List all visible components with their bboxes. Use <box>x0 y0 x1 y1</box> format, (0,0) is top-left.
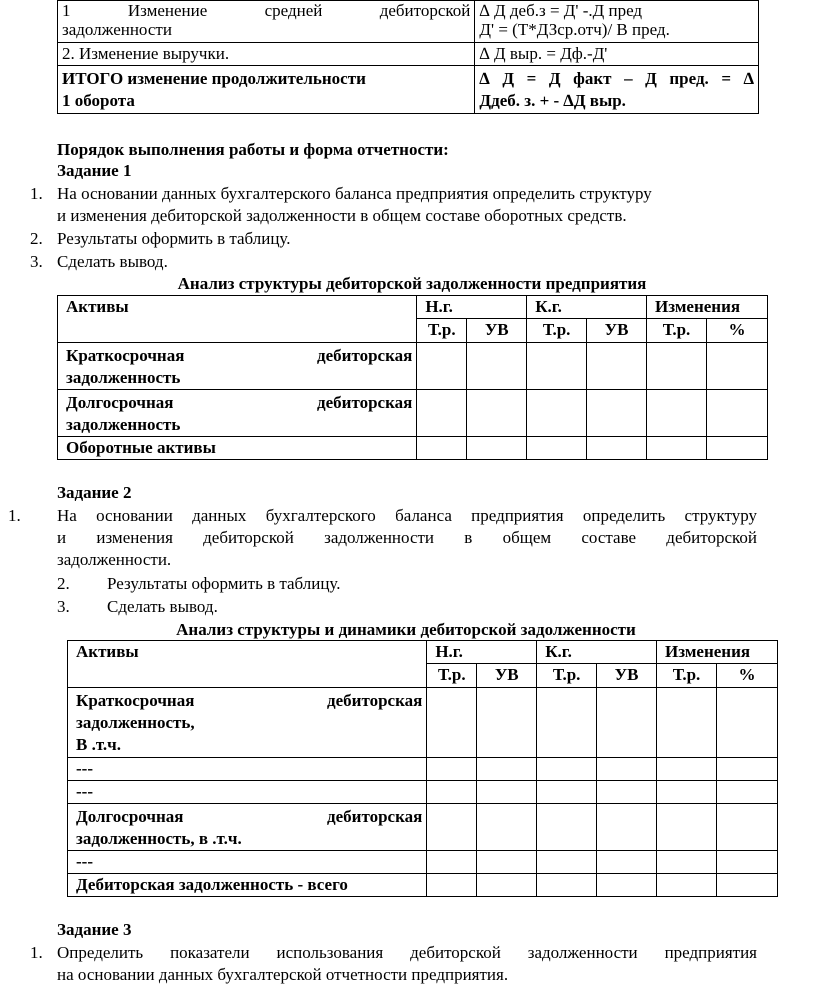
cell-line: Долгосрочная дебиторская <box>76 807 423 826</box>
data-cell <box>427 874 477 897</box>
data-cell <box>537 758 597 781</box>
header-group: Н.г. <box>427 641 537 664</box>
data-cell <box>467 437 527 460</box>
table-header-row <box>58 296 768 319</box>
data-cell <box>587 437 647 460</box>
list-item: Результаты оформить в таблицу. <box>57 229 291 248</box>
data-cell <box>477 851 537 874</box>
row-label: Оборотные активы <box>58 437 417 460</box>
table-row <box>68 874 778 897</box>
list-item: Результаты оформить в таблицу. <box>107 574 341 593</box>
data-cell <box>647 343 707 390</box>
data-cell <box>537 804 597 851</box>
list-number: 3. <box>57 597 70 616</box>
data-cell <box>537 781 597 804</box>
data-cell <box>477 688 537 758</box>
data-cell <box>477 874 537 897</box>
data-cell <box>597 758 657 781</box>
data-cell <box>716 804 777 851</box>
data-cell <box>657 804 717 851</box>
cell-line: Д' = (Т*ДЗср.отч)/ В пред. <box>479 20 670 39</box>
row-label <box>58 390 417 437</box>
cell-line: задолженность, в .т.ч. <box>76 829 242 848</box>
data-cell <box>477 781 537 804</box>
header-assets: Активы <box>68 641 427 688</box>
data-cell <box>417 390 467 437</box>
row-label: Дебиторская задолженность - всего <box>68 874 427 897</box>
list-item-line: и изменения дебиторской задолженности в общем составе оборотных средств. <box>57 206 627 225</box>
cell-line: 1 оборота <box>62 91 135 110</box>
list-number: 3. <box>30 252 43 271</box>
data-cell <box>527 437 587 460</box>
subheader-cell: УВ <box>587 319 647 343</box>
row-label <box>68 804 427 851</box>
data-cell <box>716 781 777 804</box>
data-cell <box>647 437 707 460</box>
header-group: Изменения <box>647 296 768 319</box>
list-item <box>57 942 757 986</box>
subheader-cell: Т.р. <box>657 664 717 688</box>
subheader-cell: Т.р. <box>417 319 467 343</box>
list-number: 2. <box>57 574 70 593</box>
list-number: 1. <box>30 943 43 962</box>
data-cell <box>537 851 597 874</box>
list-number: 1. <box>8 506 21 525</box>
cell-line: ∆ Д деб.з = Д' -.Д пред <box>479 1 643 20</box>
data-cell <box>657 851 717 874</box>
data-cell <box>647 390 707 437</box>
section-heading: Порядок выполнения работы и форма отчетности: <box>57 140 449 159</box>
subheader-cell: Т.р. <box>647 319 707 343</box>
subheader-cell: УВ <box>467 319 527 343</box>
cell-line: Ддеб. з. + - ∆Д выр. <box>479 91 626 110</box>
data-cell <box>467 343 527 390</box>
data-cell <box>527 390 587 437</box>
row-label: --- <box>68 758 427 781</box>
subheader-cell: УВ <box>597 664 657 688</box>
row-label <box>58 343 417 390</box>
table-row <box>58 66 759 114</box>
table-row <box>68 758 778 781</box>
data-cell <box>657 874 717 897</box>
table-row <box>58 390 768 437</box>
subheader-cell: Т.р. <box>527 319 587 343</box>
data-cell <box>427 851 477 874</box>
list-item: Сделать вывод. <box>107 597 218 616</box>
data-cell <box>657 781 717 804</box>
task2-title: Задание 2 <box>57 483 132 502</box>
table-cell <box>58 1 475 43</box>
table-cell <box>475 43 759 66</box>
header-assets: Активы <box>58 296 417 343</box>
data-cell <box>716 688 777 758</box>
table-row <box>68 688 778 758</box>
data-cell <box>427 688 477 758</box>
list-item-line: и изменения дебиторской задолженности в общем составе дебиторской <box>57 528 757 547</box>
subheader-cell: % <box>706 319 767 343</box>
data-cell <box>587 390 647 437</box>
header-group: К.г. <box>527 296 647 319</box>
data-cell <box>597 781 657 804</box>
cell-line: Краткосрочная дебиторская <box>66 346 413 365</box>
data-cell <box>427 781 477 804</box>
data-cell <box>417 437 467 460</box>
table-row <box>68 804 778 851</box>
cell-line: задолженность <box>66 368 181 387</box>
data-cell <box>587 343 647 390</box>
data-cell <box>657 758 717 781</box>
data-cell <box>537 874 597 897</box>
data-cell <box>537 688 597 758</box>
cell-line: задолженность <box>66 415 181 434</box>
cell-line: 2. Изменение выручки. <box>62 44 230 63</box>
header-group: Изменения <box>657 641 778 664</box>
subheader-cell: УВ <box>477 664 537 688</box>
table-title: Анализ структуры и динамики дебиторской задолженности <box>176 620 636 639</box>
subheader-cell: % <box>716 664 777 688</box>
data-cell <box>657 688 717 758</box>
data-cell <box>716 874 777 897</box>
data-cell <box>597 688 657 758</box>
data-cell <box>597 804 657 851</box>
data-cell <box>527 343 587 390</box>
subheader-cell: Т.р. <box>537 664 597 688</box>
cell-line: задолженности <box>62 20 172 39</box>
table-cell <box>475 66 759 114</box>
cell-line: В .т.ч. <box>76 735 121 754</box>
table-row <box>68 781 778 804</box>
list-item-line: На основании данных бухгалтерского баланса предприятия определить структуру <box>57 184 652 203</box>
cell-line: Краткосрочная дебиторская <box>76 691 423 710</box>
task1-title: Задание 1 <box>57 161 132 180</box>
data-cell <box>716 758 777 781</box>
table-cell <box>58 66 475 114</box>
table-cell <box>475 1 759 43</box>
row-label <box>68 688 427 758</box>
list-number: 2. <box>30 229 43 248</box>
data-cell <box>427 804 477 851</box>
table-row <box>58 437 768 460</box>
table-row <box>68 851 778 874</box>
formula-table <box>57 0 759 114</box>
table-cell <box>58 43 475 66</box>
table-header-row <box>68 641 778 664</box>
table-row <box>58 1 759 43</box>
data-cell <box>467 390 527 437</box>
list-item <box>57 505 757 571</box>
structure-table <box>57 295 768 460</box>
table-row <box>58 43 759 66</box>
data-cell <box>417 343 467 390</box>
cell-line: ∆ Д выр. = Дф.-Д' <box>479 44 608 63</box>
data-cell <box>706 390 767 437</box>
list-number: 1. <box>30 184 43 203</box>
list-item: Сделать вывод. <box>57 252 168 271</box>
list-item-line: на основании данных бухгалтерской отчетности предприятия. <box>57 965 509 984</box>
data-cell <box>706 437 767 460</box>
table-row <box>58 343 768 390</box>
row-label: --- <box>68 781 427 804</box>
cell-line: 1 Изменение средней дебиторской <box>62 1 471 20</box>
cell-line: Долгосрочная дебиторская <box>66 393 413 412</box>
header-group: К.г. <box>537 641 657 664</box>
task3-title: Задание 3 <box>57 920 132 939</box>
row-label: --- <box>68 851 427 874</box>
data-cell <box>477 804 537 851</box>
data-cell <box>427 758 477 781</box>
data-cell <box>706 343 767 390</box>
dynamics-table <box>67 640 778 897</box>
list-item-line: Определить показатели использования дебиторской задолженности предприятия <box>57 943 757 962</box>
list-item <box>57 183 757 227</box>
cell-line: ∆ Д = Д факт – Д пред. = ∆ <box>479 69 754 88</box>
list-item-line: На основании данных бухгалтерского баланса предприятия определить структуру <box>57 506 757 525</box>
cell-line: задолженность, <box>76 713 195 732</box>
data-cell <box>716 851 777 874</box>
header-group: Н.г. <box>417 296 527 319</box>
data-cell <box>597 874 657 897</box>
data-cell <box>477 758 537 781</box>
list-item-line: задолженности. <box>57 550 172 569</box>
data-cell <box>597 851 657 874</box>
cell-line: ИТОГО изменение продолжительности <box>62 69 366 88</box>
subheader-cell: Т.р. <box>427 664 477 688</box>
table-title: Анализ структуры дебиторской задолженности предприятия <box>177 274 647 293</box>
